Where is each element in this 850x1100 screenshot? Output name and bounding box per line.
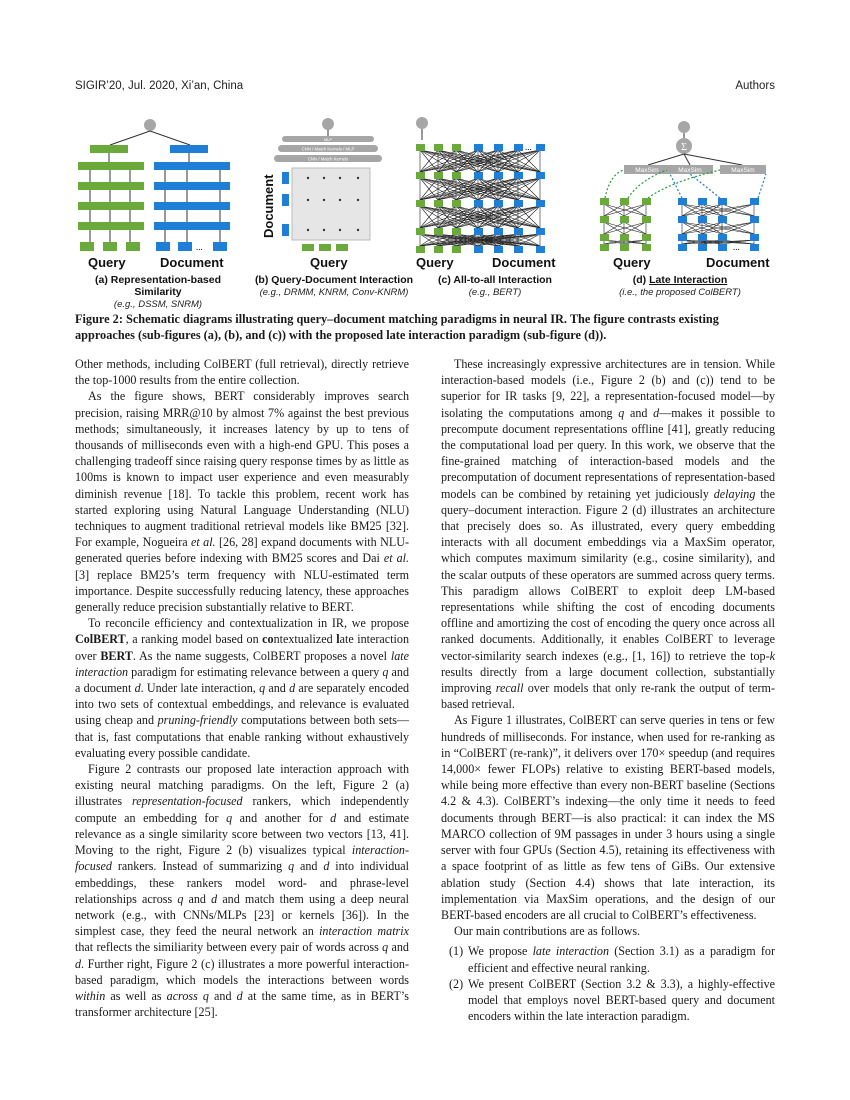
text-run: and estimate relevance as a single similarity score between two vectors [13, 41]. Moving to the right, Figure 2 (b) visualizes typical	[75, 810, 409, 858]
document-token-node	[536, 200, 545, 207]
text-run: As the figure shows, BERT considerably improves search precision, raising MRR@10 by almost 7% against the best previous methods; simultaneously, it increases latency by up to tens of thousands of milliseconds even with a high-end GPU. This poses a challenging tradeoff since raising query response times by as little as 100ms is known to impact user experience and even measurably diminish revenue [18]. To tackle this problem, recent work has started exploring using Natural Language Understanding (NLU) techniques to augment traditional retrieval models like BM25 [32]. For example, Nogueira	[75, 389, 409, 550]
document-token-node	[536, 144, 545, 151]
subfigure-a-caption	[72, 274, 244, 310]
contribution-item	[441, 943, 775, 975]
text-run: and	[624, 405, 654, 420]
document-token-node	[514, 200, 523, 207]
text-run: et al.	[383, 551, 410, 566]
text-run: paradigm for estimating relevance between a query	[128, 664, 383, 679]
document-token-node	[698, 198, 707, 205]
paragraph	[441, 923, 775, 939]
left-column	[75, 356, 409, 1020]
subfigure-c-diagram	[416, 117, 556, 270]
text-run: [26, 28] expand documents with NLU-generated queries before indexing with BM25 scores and Dai	[75, 535, 410, 566]
subfigure-title-underlined: Late Interaction	[649, 274, 728, 286]
paragraph	[75, 356, 409, 388]
text-run: . As the name suggests, ColBERT proposes a novel	[132, 648, 391, 663]
document-token-node	[474, 228, 483, 235]
text-run: and another for	[232, 810, 331, 825]
document-arrows	[670, 174, 766, 198]
text-run: and	[388, 940, 409, 955]
document-token-node	[718, 234, 727, 241]
document-token-node	[678, 234, 687, 241]
document-token-node	[750, 216, 759, 223]
paragraph	[441, 356, 775, 712]
text-run: . Under late interaction,	[140, 681, 260, 696]
figure-caption: Figure 2: Schematic diagrams illustrating query–document matching paradigms in neural IR. The figure contrasts existing approaches (sub-figures (a), (b), and (c)) with the proposed late interaction paradigm (sub-figure (d)).	[75, 312, 719, 342]
mlp-layer-label: MLP	[323, 137, 333, 142]
paragraph	[75, 388, 409, 615]
score-node	[144, 119, 156, 131]
document-token-node	[494, 228, 503, 235]
text-run: interaction-focused	[75, 843, 409, 874]
text-run: q	[259, 681, 266, 696]
query-token-node	[642, 216, 651, 223]
text-run: and	[294, 859, 324, 874]
subfigure-title: (c) All-to-all Interaction	[438, 274, 552, 286]
text-run: d	[289, 681, 296, 696]
document-token-node	[474, 246, 483, 253]
maxsim-label: MaxSim	[678, 167, 702, 174]
maxsim-label: MaxSim	[731, 167, 755, 174]
document-token-node	[494, 172, 503, 179]
document-label-vertical: Document	[261, 174, 276, 238]
paragraph	[75, 761, 409, 1020]
document-token-node	[678, 244, 687, 251]
document-token-node	[750, 234, 759, 241]
subfigure-d-diagram	[600, 121, 770, 270]
text-run: —makes it possible to precompute document representations offline [41], greatly reducing the computational load per query. In this work, we observe that the fine-grained matching of interaction-based models and the precomputation of document representations of representation-based models can be combined by retaining yet judiciously	[441, 405, 775, 501]
text-run: recall	[495, 681, 524, 696]
document-token-node	[536, 246, 545, 253]
document-token-node	[536, 172, 545, 179]
document-token-node	[514, 172, 523, 179]
query-token-node	[434, 172, 443, 179]
text-run: representation-focused	[131, 794, 243, 809]
text-run: d	[134, 681, 141, 696]
subfigure-b-caption	[248, 274, 420, 298]
subfigure-d-caption	[595, 274, 765, 298]
subfigure-examples: (e.g., DRMM, KNRM, Conv-KNRM)	[259, 287, 409, 298]
subfigure-examples: (e.g., DSSM, SNRM)	[113, 299, 203, 310]
subfigure-title-prefix: (d)	[632, 274, 650, 286]
contribution-item	[441, 976, 775, 1025]
text-run: BERT	[100, 648, 133, 663]
text-run: as well as	[105, 988, 167, 1003]
query-token-node	[434, 200, 443, 207]
text-run: at the same time, as in BERT’s transformer architecture [25].	[75, 988, 409, 1020]
text-run: within	[75, 988, 106, 1003]
text-run: and a document	[75, 664, 409, 696]
contribution-number: (2)	[449, 976, 464, 991]
text-run: interaction matrix	[319, 924, 409, 939]
document-token-node	[514, 144, 523, 151]
subfigure-examples: (e.g., BERT)	[468, 287, 522, 298]
sum-icon: Σ	[681, 142, 687, 153]
text-run: are separately encoded into two sets of contextual embeddings, and relevance is evaluated using cheap and	[75, 681, 410, 728]
text-run: We present ColBERT (Section 3.2 & 3.3), a highly-effective model that employs novel BERT-based query and document encoders within the late interaction paradigm.	[468, 976, 775, 1024]
query-token-node	[642, 234, 651, 241]
query-token-node	[416, 200, 425, 207]
maxsim-label: MaxSim	[635, 167, 659, 174]
text-run: , a ranking model based on	[125, 632, 263, 647]
contribution-number: (1)	[449, 944, 464, 959]
document-label: Document	[706, 255, 770, 270]
mid-layer-label: CNN / Match Kernels / MLP	[301, 146, 355, 152]
running-header-authors: Authors	[735, 80, 775, 92]
query-token-node	[452, 144, 461, 151]
text-run: ntextualized	[273, 632, 337, 647]
text-run: q	[226, 810, 233, 825]
ellipsis: ...	[196, 242, 203, 252]
text-run: rankers. Instead of summarizing	[111, 859, 289, 874]
text-run: (Section 3.1) as a paradigm for efficient and effective neural ranking.	[468, 944, 775, 975]
text-run: Our main contributions are as follows.	[454, 924, 641, 939]
query-token-node	[452, 246, 461, 253]
document-token-node	[514, 246, 523, 253]
maxsim-operators	[624, 165, 766, 174]
text-run: over models that only re-rank the output of term-based retrieval.	[441, 681, 775, 712]
document-token-node	[494, 144, 503, 151]
text-run: and match them using a deep neural network (e.g., with CNNs/MLPs [23] or kernels [36]). In the simplest case, they feed the neural network an	[75, 891, 409, 939]
text-run: l	[336, 632, 340, 647]
document-tokens	[282, 172, 289, 236]
document-token-node	[750, 244, 759, 251]
query-token-node	[434, 246, 443, 253]
ellipsis: ...	[525, 142, 532, 152]
running-header-venue: SIGIR’20, Jul. 2020, Xi’an, China	[75, 80, 244, 92]
right-column	[441, 356, 775, 1024]
score-node	[322, 118, 334, 130]
query-token-node	[600, 198, 609, 205]
text-run: d	[75, 956, 82, 971]
text-run: These increasingly expressive architectures are in tension. While interaction-based models (i.e., Figure 2 (b) and (c)) tend to be superior for IR tasks [9, 22], a representation-focused model—by isolating the computations among	[441, 357, 775, 420]
score-node	[678, 121, 690, 133]
ellipsis: ...	[733, 242, 740, 252]
document-token-node	[698, 216, 707, 223]
query-encoder-stack	[78, 162, 144, 251]
document-embedding	[170, 145, 208, 153]
document-token-node	[474, 172, 483, 179]
text-run: delaying	[713, 486, 756, 501]
document-token-node	[474, 144, 483, 151]
text-run: Figure 2 contrasts our proposed late interaction approach with existing neural matching paradigms. On the left, Figure 2 (a) illustrates	[75, 762, 409, 809]
text-run: computations between both sets—that is, fast computations that enable ranking without exhaustively evaluating every possible candidate.	[75, 713, 409, 760]
text-run: across	[166, 988, 198, 1003]
text-run: that reflects the similiarity between every pair of words across	[75, 940, 383, 955]
text-run: into individual embeddings, these rankers model word- and phrase-level relationships across	[75, 859, 410, 906]
query-token-node	[416, 144, 425, 151]
query-embedding	[90, 145, 128, 153]
late-interaction-arrows	[605, 170, 720, 198]
document-token-node	[678, 216, 687, 223]
document-encoder-stack	[154, 162, 230, 252]
document-token-node	[718, 216, 727, 223]
text-run: d	[323, 859, 330, 874]
text-run: q	[382, 940, 389, 955]
text-run: Other methods, including ColBERT (full retrieval), directly retrieve the top-1000 results from the entire collection.	[75, 357, 409, 388]
document-token-node	[698, 234, 707, 241]
subfigure-a-diagram	[78, 119, 230, 270]
query-token-node	[642, 244, 651, 251]
query-token-node	[416, 172, 425, 179]
text-run: q	[618, 405, 625, 420]
text-run: d	[653, 405, 660, 420]
query-token-node	[452, 200, 461, 207]
document-token-node	[698, 244, 707, 251]
text-run: and	[183, 891, 212, 906]
text-run: pruning-friendly	[157, 713, 238, 728]
text-run: co	[262, 632, 274, 647]
query-label: Query	[310, 255, 348, 270]
text-run: . Further right, Figure 2 (c) illustrates a more powerful interaction-based paradigm, which models the interactions between words	[75, 956, 409, 987]
query-token-node	[620, 216, 629, 223]
paragraph	[75, 615, 409, 761]
low-layer-label: CNN / Match Kernels	[307, 156, 349, 162]
document-token-node	[494, 200, 503, 207]
text-run: We propose	[468, 944, 533, 959]
text-run: the query–document interaction. Figure 2 (d) illustrates an architecture that precisely does so. As illustrated, every query embedding interacts with all document embeddings via a MaxSim operator, which computes maximum similarity (e.g., cosine similarity), and the scalar outputs of these operators are summed across query terms. This paradigm allows ColBERT to exploit deep LM-based representations while shifting the cost of encoding documents offline and amortizing the cost of encoding the query once across all ranked documents. Additionally, it enables ColBERT to leverage vector-similarity search indexes (e.g., [1, 16]) to retrieve the top-	[441, 486, 775, 663]
text-run: q	[177, 891, 184, 906]
text-run: k	[769, 648, 775, 663]
document-token-node	[678, 198, 687, 205]
query-label: Query	[613, 255, 651, 270]
query-token-node	[600, 234, 609, 241]
document-token-node	[718, 244, 727, 251]
subfigure-title	[595, 274, 765, 286]
query-token-node	[600, 216, 609, 223]
contributions-list	[441, 943, 775, 1024]
subfigure-title: (a) Representation-based Similarity	[94, 274, 222, 298]
query-token-node	[620, 244, 629, 251]
text-run: To reconcile efficiency and contextualization in IR, we propose	[88, 616, 409, 631]
document-token-node	[474, 200, 483, 207]
text-run: q	[202, 988, 209, 1003]
document-token-node	[514, 228, 523, 235]
text-run: ate interaction over	[75, 632, 409, 663]
query-tokens	[302, 244, 348, 251]
text-run: q	[288, 859, 295, 874]
query-label: Query	[88, 255, 126, 270]
document-token-node	[494, 246, 503, 253]
query-label: Query	[416, 255, 454, 270]
text-run: d	[330, 810, 337, 825]
transformer-layers	[416, 144, 545, 253]
document-token-node	[718, 198, 727, 205]
query-token-node	[434, 144, 443, 151]
subfigure-title: (b) Query-Document Interaction	[254, 274, 414, 286]
query-token-node	[642, 198, 651, 205]
text-run: d	[211, 891, 218, 906]
query-token-node	[600, 244, 609, 251]
query-token-node	[416, 228, 425, 235]
query-token-node	[620, 198, 629, 205]
text-run: q	[382, 664, 389, 679]
document-label: Document	[160, 255, 224, 270]
text-run: d	[236, 988, 243, 1003]
paragraph	[441, 712, 775, 923]
text-run: late interaction	[75, 648, 410, 679]
document-token-node	[750, 198, 759, 205]
subfigure-examples: (i.e., the proposed ColBERT)	[619, 287, 741, 298]
query-token-node	[452, 172, 461, 179]
text-run: and	[208, 988, 237, 1003]
text-run: rankers, which independently compute an embedding for	[75, 794, 409, 825]
document-label: Document	[492, 255, 556, 270]
query-token-node	[434, 228, 443, 235]
text-run: [3] replace BM25’s term frequency with NLU-estimated term importance. Despite successfully reducing latency, these approaches generally reduce precision substantially relative to BERT.	[75, 567, 409, 615]
subfigure-b-diagram	[261, 118, 382, 270]
text-run: late interaction	[532, 944, 609, 959]
document-token-node	[536, 228, 545, 235]
right-column-paragraphs	[441, 356, 775, 939]
text-run: results directly from a large document collection, substantially improving	[441, 664, 775, 696]
text-run: and	[265, 681, 290, 696]
query-token-node	[452, 228, 461, 235]
query-token-node	[620, 234, 629, 241]
text-run: As Figure 1 illustrates, ColBERT can serve queries in tens or few hundreds of milliseconds. For instance, when used for re-ranking as in “ColBERT (re-rank)”, it delivers over 170× speedup (and requires 14,000× fewer FLOPs) relative to existing BERT-based models, while being more effective than every non-BERT baseline (Sections 4.2 & 4.3). ColBERT’s indexing—the only time it needs to feed documents through BERT—is also practical: it can index the MS MARCO collection of 9M passages in under 3 hours using a single server with four GPUs (Section 4.5), retaining its effectiveness with a space footprint of as little as few tens of GiBs. Our extensive ablation study (Section 4.4) shows that late interaction, its implementation via MaxSim operations, and the design of our BERT-based encoders are all crucial to ColBERT’s effectiveness.	[441, 713, 775, 922]
text-run: et al.	[191, 535, 216, 550]
text-run: ColBERT	[75, 632, 126, 647]
query-token-node	[416, 246, 425, 253]
score-node	[416, 117, 428, 129]
subfigure-c-caption	[420, 274, 570, 298]
